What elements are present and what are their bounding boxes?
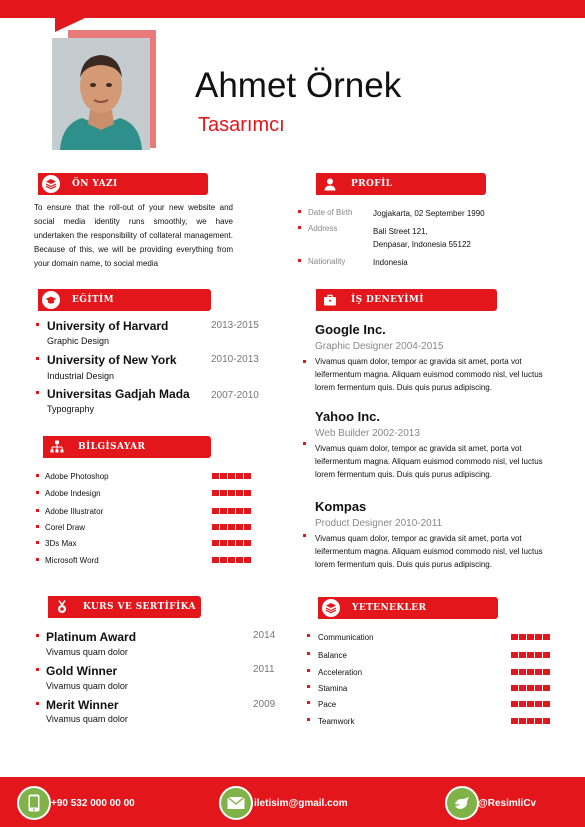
section-header-awards	[48, 596, 201, 618]
about-text: To ensure that the roll-out of your new website and social media identity runs smoothly, we have undertaken the responsibility of collateral management. Because of this, we will be providing everything from your domain name, to social media	[34, 203, 233, 268]
skill-level-bar	[511, 634, 550, 640]
bullet	[307, 685, 310, 688]
address-label: Address	[308, 224, 338, 233]
skill-level-bar	[212, 540, 251, 546]
bird-icon	[445, 786, 479, 820]
nationality-label: Nationality	[308, 257, 346, 266]
section-title: İŞ DENEYİMİ	[351, 295, 424, 305]
job-description: Vivamus quam dolor, tempor ac gravida sit amet, porta vot leifermentum magna. Aliquam euismod commodo nisl, vel luctus lorem fermentum quis. Duis quis purus adipiscing.	[315, 357, 543, 392]
award-year: 2009	[253, 699, 276, 710]
section-header-abilities	[318, 597, 498, 619]
address-line-1: Bali Street 121,	[373, 227, 428, 236]
ability-name: Teamwork	[318, 717, 355, 726]
education-school: University of New York	[47, 353, 177, 367]
section-header-computer	[43, 436, 211, 458]
briefcase-icon	[323, 293, 337, 307]
skill-level-bar	[212, 524, 251, 530]
computer-skill-name: Adobe Indesign	[45, 489, 101, 498]
bullet	[36, 525, 39, 528]
job-years: 2002-2013	[372, 428, 420, 439]
job-role: Product Designer	[315, 518, 393, 529]
education-years: 2007-2010	[211, 390, 259, 401]
bullet	[36, 634, 39, 637]
award-desc: Vivamus quam dolor	[46, 647, 128, 657]
education-field: Graphic Design	[47, 336, 110, 346]
skill-level-bar	[511, 669, 550, 675]
section-header-experience	[316, 289, 497, 311]
section-title: ÖN YAZI	[72, 179, 118, 189]
bullet	[307, 669, 310, 672]
ability-name: Stamina	[318, 684, 348, 693]
skill-level-bar	[212, 490, 251, 496]
job-role: Web Builder	[315, 428, 370, 439]
address-line-2: Denpasar, Indonesia 55122	[373, 240, 471, 249]
top-bar	[0, 0, 585, 18]
bullet	[36, 509, 39, 512]
award-desc: Vivamus quam dolor	[46, 681, 128, 691]
education-field: Typography	[47, 404, 95, 414]
bullet	[36, 391, 39, 394]
section-header-about	[38, 173, 208, 195]
company-name: Google Inc.	[315, 322, 386, 337]
bullet	[36, 323, 39, 326]
bullet	[303, 534, 306, 537]
bullet	[36, 357, 39, 360]
computer-skill-name: Adobe Photoshop	[45, 472, 109, 481]
computer-skill-name: Adobe Illustrator	[45, 507, 104, 516]
ability-name: Balance	[318, 651, 347, 660]
bullet	[36, 541, 39, 544]
bullet	[36, 474, 39, 477]
footer-email[interactable]: iletisim@gmail.com	[254, 798, 348, 809]
birth-value: Jogjakarta, 02 September 1990	[373, 209, 485, 218]
person-name: Ahmet Örnek	[195, 66, 402, 105]
bullet	[298, 210, 301, 213]
award-title: Platinum Award	[46, 630, 137, 644]
education-years: 2010-2013	[211, 354, 259, 365]
nationality-value: Indonesia	[373, 258, 408, 267]
computer-skill-name: Microsoft Word	[45, 556, 99, 565]
job-role: Graphic Designer	[315, 341, 393, 352]
bullet	[307, 701, 310, 704]
job-description: Vivamus quam dolor, tempor ac gravida sit amet, porta vot leifermentum magna. Aliquam euismod commodo nisl, vel luctus lorem fermentum quis. Duis quis purus adipiscing.	[315, 534, 543, 569]
ability-name: Communication	[318, 633, 374, 642]
education-field: Industrial Design	[47, 371, 115, 381]
section-title: BİLGİSAYAR	[78, 442, 146, 452]
company-name: Kompas	[315, 499, 367, 514]
section-title: EĞİTİM	[72, 295, 115, 305]
ability-name: Acceleration	[318, 668, 363, 677]
skill-level-bar	[212, 508, 251, 514]
skill-level-bar	[511, 718, 550, 724]
education-school: University of Harvard	[47, 319, 169, 333]
job-title	[315, 428, 420, 439]
bullet	[298, 226, 301, 229]
job-years: 2010-2011	[395, 518, 443, 529]
section-title: KURS VE SERTİFİKA	[83, 602, 196, 612]
layers-icon	[322, 599, 340, 617]
footer-social[interactable]: @ResimliCv	[478, 798, 537, 809]
birth-label: Date of Birth	[308, 208, 353, 217]
company-name: Yahoo Inc.	[315, 409, 381, 424]
skill-level-bar	[212, 557, 251, 563]
graduation-cap-icon	[42, 291, 60, 309]
skill-level-bar	[511, 652, 550, 658]
award-title: Merit Winner	[46, 698, 119, 712]
section-header-profile	[316, 173, 486, 195]
mail-icon	[219, 786, 253, 820]
bullet	[298, 259, 301, 262]
computer-skill-name: 3Ds Max	[45, 539, 77, 548]
profile-photo	[52, 38, 150, 150]
education-school: Universitas Gadjah Mada	[47, 387, 190, 401]
skill-level-bar	[212, 473, 251, 479]
bullet	[36, 491, 39, 494]
layers-icon	[42, 175, 60, 193]
skill-level-bar	[511, 701, 550, 707]
job-years: 2004-2015	[395, 341, 444, 352]
bullet	[36, 668, 39, 671]
bullet	[307, 634, 310, 637]
bullet	[303, 360, 306, 363]
ability-name: Pace	[318, 700, 337, 709]
user-icon	[323, 177, 337, 191]
job-title	[315, 518, 442, 529]
award-year: 2014	[253, 630, 276, 641]
education-years: 2013-2015	[211, 320, 259, 331]
section-title: YETENEKLER	[352, 603, 427, 613]
skill-level-bar	[511, 685, 550, 691]
award-year: 2011	[253, 664, 275, 675]
award-title: Gold Winner	[46, 664, 118, 678]
section-title: PROFİL	[351, 179, 393, 189]
footer-phone[interactable]: +90 532 000 00 00	[51, 798, 135, 809]
medal-icon	[55, 600, 69, 614]
bullet	[303, 442, 306, 445]
bullet	[36, 702, 39, 705]
computer-skill-name: Corel Draw	[45, 523, 86, 532]
bullet	[307, 652, 310, 655]
award-desc: Vivamus quam dolor	[46, 714, 128, 724]
phone-icon	[17, 786, 51, 820]
person-title: Tasarımcı	[198, 114, 285, 136]
network-icon	[50, 440, 64, 454]
job-title	[315, 341, 443, 352]
section-header-education	[38, 289, 211, 311]
bullet	[36, 558, 39, 561]
bullet	[307, 718, 310, 721]
job-description: Vivamus quam dolor, tempor ac gravida sit amet, porta vot leifermentum magna. Aliquam euismod commodo nisl, vel luctus lorem fermentum quis. Duis quis purus adipiscing.	[315, 444, 543, 479]
